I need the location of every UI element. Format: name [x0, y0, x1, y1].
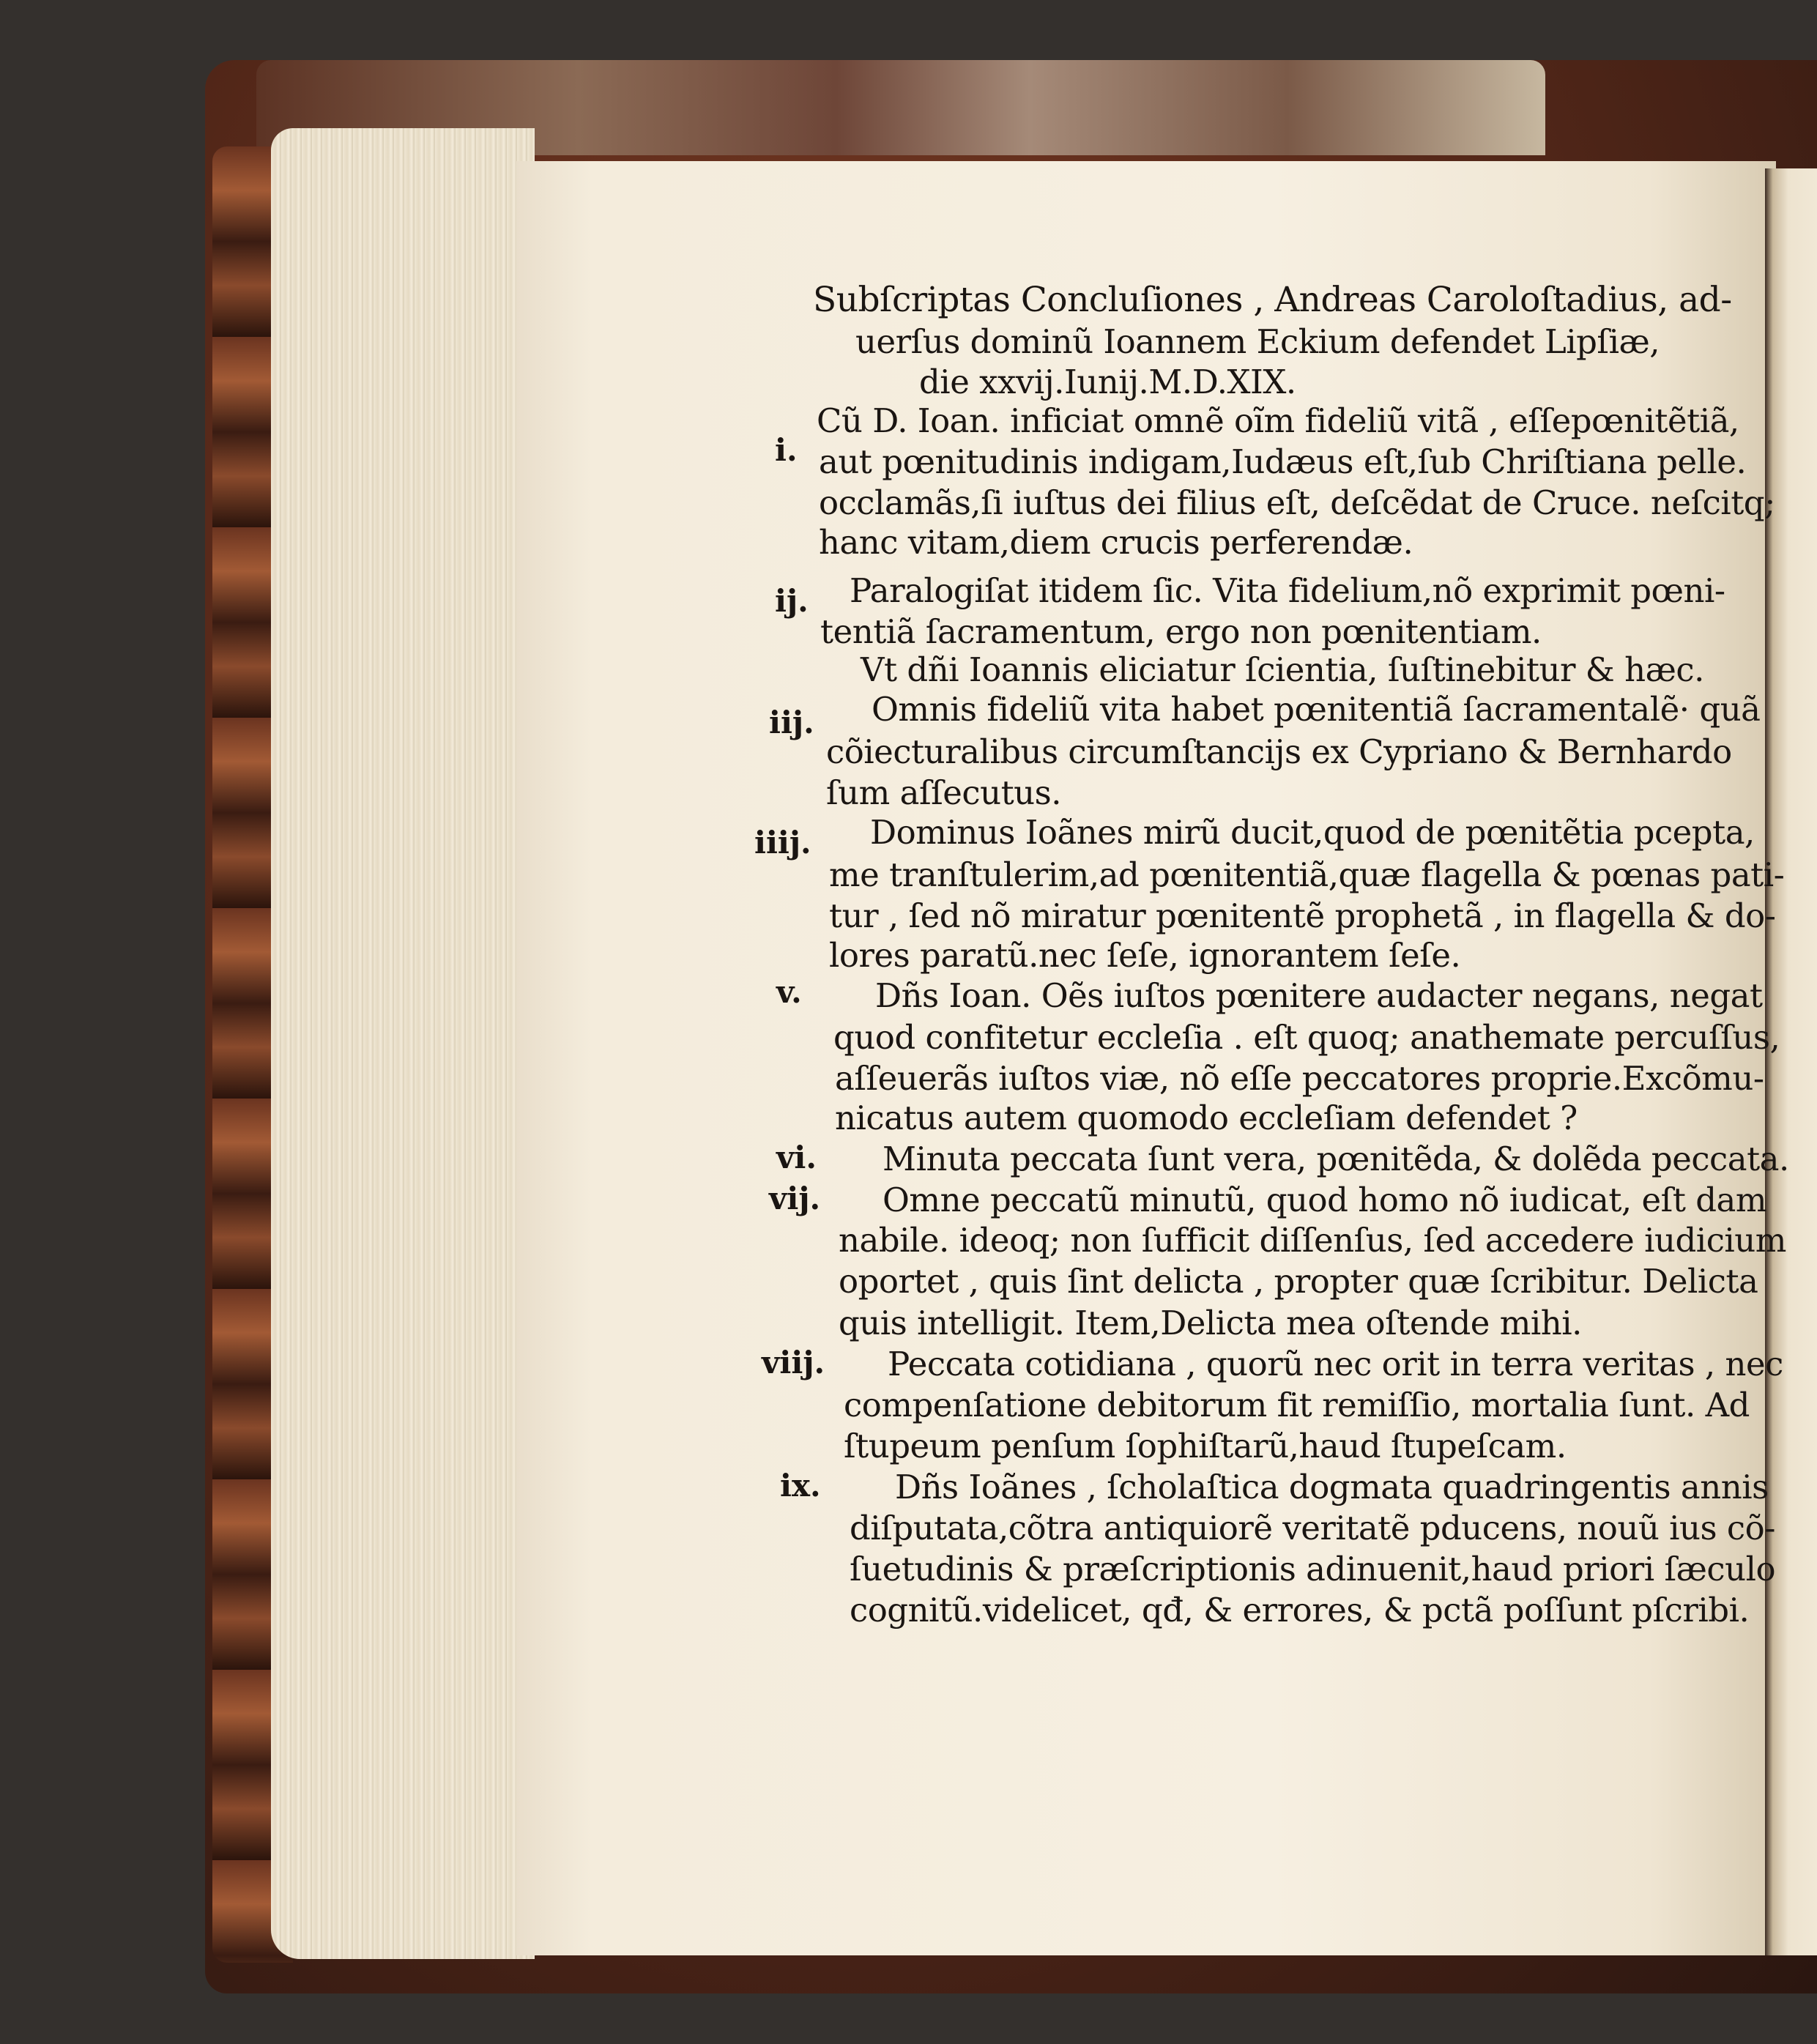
- text-line: compenſatione debitorum fit remiſſio, mortalia ſunt. Ad: [844, 1386, 1750, 1424]
- text-line: oportet , quis ſint delicta , propter quæ ſcribitur. Delicta: [839, 1262, 1758, 1301]
- text-line: Cũ D. Ioan. inficiat omnẽ oĩm fideliũ vitã , eſſepœnitẽtiã,: [817, 401, 1739, 440]
- text-line: die xxvij.Iunij.M.D.XIX.: [919, 363, 1296, 401]
- text-line: cognitũ.videlicet, qđ, & errores, & pctã poſſunt pſcribi.: [850, 1591, 1750, 1629]
- text-line: Peccata cotidiana , quorũ nec orit in terra veritas , nec: [888, 1345, 1783, 1383]
- thesis-numeral: ix.: [780, 1468, 821, 1504]
- text-line: quis intelligit. Item,Delicta mea oſtende mihi.: [839, 1304, 1582, 1342]
- thesis-numeral: vij.: [769, 1181, 821, 1216]
- thesis-numeral: vi.: [776, 1140, 817, 1175]
- text-line: Minuta peccata ſunt vera, pœnitẽda, & dolẽda peccata.: [883, 1140, 1789, 1178]
- text-line: quod confitetur eccleſia . eſt quoq; anathemate percuſſus,: [833, 1018, 1780, 1057]
- thesis-numeral: ij.: [775, 583, 809, 619]
- text-line: me tranſtulerim,ad pœnitentiã,quæ flagella & pœnas pati-: [829, 855, 1785, 894]
- text-line: nabile. ideoq; non ſufficit diſſenſus, ſed accedere iudicium: [839, 1221, 1786, 1260]
- text-line: Dñs Ioan. Oẽs iuſtos pœnitere audacter negans, negat: [875, 976, 1763, 1015]
- text-line: ſum aſſecutus.: [826, 773, 1062, 812]
- text-line: aſſeuerãs iuſtos viæ, nõ eſſe peccatores proprie.Excõmu-: [835, 1059, 1764, 1098]
- text-line: ſuetudinis & præſcriptionis adinuenit,haud priori ſæculo: [850, 1550, 1776, 1588]
- thesis-numeral: iij.: [769, 705, 814, 740]
- text-line: Omne peccatũ minutũ, quod homo nõ iudicat, eſt dam: [883, 1181, 1767, 1219]
- text-line: Dominus Ioãnes mirũ ducit,quod de pœnitẽtia pcepta,: [870, 813, 1755, 852]
- text-line: Omnis fideliũ vita habet pœnitentiã ſacramentalẽ· quã: [872, 690, 1761, 729]
- text-line: uerſus dominũ Ioannem Eckium defendet Lipſiæ,: [855, 322, 1660, 361]
- thesis-numeral: iiij.: [754, 825, 811, 861]
- thesis-numeral: i.: [775, 432, 798, 468]
- text-line: Dñs Ioãnes , ſcholaſtica dogmata quadringentis annis: [895, 1468, 1769, 1506]
- text-line: ſtupeum penſum ſophiſtarũ,haud ſtupeſcam.: [844, 1427, 1567, 1465]
- text-line: tentiã ſacramentum, ergo non pœnitentiam.: [820, 612, 1542, 651]
- text-line: Vt dñi Ioannis eliciatur ſcientia, ſuſtinebitur & hæc.: [861, 650, 1704, 689]
- text-line: nicatus autem quomodo eccleſiam defendet ?: [835, 1099, 1578, 1137]
- text-line: hanc vitam,diem crucis perferendæ.: [819, 523, 1413, 562]
- thesis-numeral: v.: [776, 974, 802, 1010]
- text-line: diſputata,cõtra antiquiorẽ veritatẽ pducens, nouũ ius cõ-: [850, 1509, 1775, 1547]
- thesis-numeral: viij.: [762, 1345, 825, 1380]
- text-line: lores paratũ.nec ſeſe, ignorantem ſeſe.: [829, 936, 1461, 975]
- text-line: occlamãs,ſi iuſtus dei filius eſt, deſcẽdat de Cruce. neſcitq;: [819, 483, 1775, 522]
- text-line: Paralogiſat itidem ſic. Vita fidelium,nõ exprimit pœni-: [850, 571, 1725, 610]
- text-line: tur , ſed nõ miratur pœnitentẽ prophetã , in flagella & do-: [829, 896, 1776, 935]
- text-line: cõiecturalibus circumſtancijs ex Cypriano & Bernhardo: [826, 732, 1732, 771]
- text-line: aut pœnitudinis indigam,Iudæus eſt,ſub Chriſtiana pelle.: [819, 442, 1747, 481]
- text-line: Subſcriptas Concluſiones , Andreas Caroloſtadius, ad-: [813, 280, 1732, 320]
